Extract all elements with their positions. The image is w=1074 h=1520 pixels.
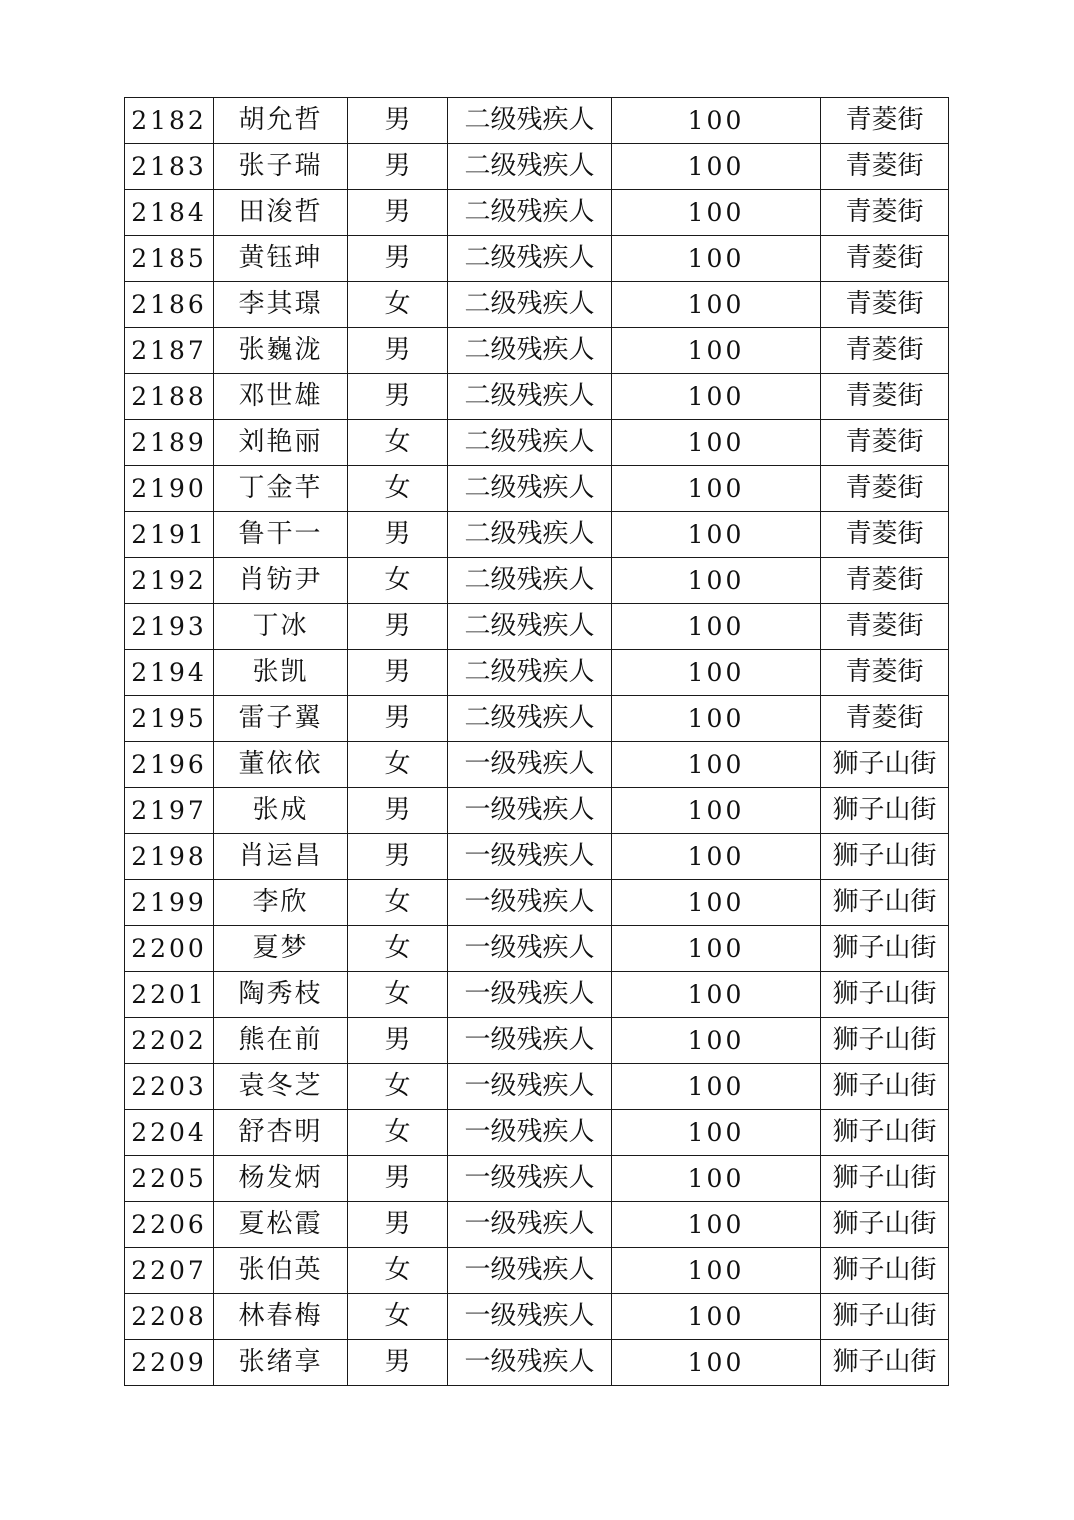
street: 青菱街: [821, 282, 949, 328]
gender: 男: [348, 236, 448, 282]
amount: 100: [612, 1064, 821, 1110]
amount: 100: [612, 558, 821, 604]
amount: 100: [612, 1294, 821, 1340]
amount: 100: [612, 420, 821, 466]
amount: 100: [612, 1018, 821, 1064]
record-id: 2192: [125, 558, 214, 604]
gender: 男: [348, 1018, 448, 1064]
amount: 100: [612, 604, 821, 650]
person-name: 袁冬芝: [214, 1064, 348, 1110]
amount: 100: [612, 880, 821, 926]
table-row: [125, 1340, 949, 1386]
disability-level: 二级残疾人: [448, 696, 612, 742]
record-id: 2200: [125, 926, 214, 972]
record-id: 2201: [125, 972, 214, 1018]
table-row: [125, 466, 949, 512]
person-name: 夏松霞: [214, 1202, 348, 1248]
table-row: [125, 650, 949, 696]
disability-level: 二级残疾人: [448, 420, 612, 466]
amount: 100: [612, 1340, 821, 1386]
record-id: 2203: [125, 1064, 214, 1110]
record-id: 2186: [125, 282, 214, 328]
street: 青菱街: [821, 558, 949, 604]
street: 青菱街: [821, 374, 949, 420]
amount: 100: [612, 190, 821, 236]
disability-level: 一级残疾人: [448, 742, 612, 788]
street: 狮子山街: [821, 1156, 949, 1202]
disability-level: 一级残疾人: [448, 1294, 612, 1340]
table-row: [125, 1202, 949, 1248]
gender: 男: [348, 788, 448, 834]
gender: 女: [348, 420, 448, 466]
record-id: 2205: [125, 1156, 214, 1202]
gender: 女: [348, 972, 448, 1018]
person-name: 肖运昌: [214, 834, 348, 880]
table-row: [125, 1064, 949, 1110]
disability-level: 二级残疾人: [448, 98, 612, 144]
street: 青菱街: [821, 696, 949, 742]
street: 青菱街: [821, 144, 949, 190]
table-row: [125, 834, 949, 880]
person-name: 熊在前: [214, 1018, 348, 1064]
record-id: 2187: [125, 328, 214, 374]
gender: 男: [348, 328, 448, 374]
record-id: 2190: [125, 466, 214, 512]
amount: 100: [612, 328, 821, 374]
person-name: 邓世雄: [214, 374, 348, 420]
person-name: 黄钰珅: [214, 236, 348, 282]
gender: 男: [348, 696, 448, 742]
street: 狮子山街: [821, 742, 949, 788]
amount: 100: [612, 144, 821, 190]
record-id: 2196: [125, 742, 214, 788]
record-id: 2208: [125, 1294, 214, 1340]
gender: 女: [348, 282, 448, 328]
amount: 100: [612, 374, 821, 420]
disability-level: 二级残疾人: [448, 604, 612, 650]
person-name: 田浚哲: [214, 190, 348, 236]
disability-level: 一级残疾人: [448, 1064, 612, 1110]
street: 青菱街: [821, 236, 949, 282]
record-id: 2182: [125, 98, 214, 144]
table-row: [125, 512, 949, 558]
person-name: 胡允哲: [214, 98, 348, 144]
gender: 男: [348, 190, 448, 236]
amount: 100: [612, 236, 821, 282]
amount: 100: [612, 696, 821, 742]
gender: 男: [348, 1156, 448, 1202]
table-row: [125, 236, 949, 282]
gender: 男: [348, 144, 448, 190]
street: 狮子山街: [821, 1340, 949, 1386]
street: 狮子山街: [821, 1248, 949, 1294]
amount: 100: [612, 98, 821, 144]
street: 狮子山街: [821, 788, 949, 834]
record-id: 2193: [125, 604, 214, 650]
person-name: 杨发炳: [214, 1156, 348, 1202]
record-id: 2209: [125, 1340, 214, 1386]
person-name: 张巍泷: [214, 328, 348, 374]
amount: 100: [612, 1156, 821, 1202]
disability-level: 一级残疾人: [448, 1202, 612, 1248]
street: 青菱街: [821, 98, 949, 144]
table-row: [125, 1156, 949, 1202]
record-id: 2191: [125, 512, 214, 558]
person-name: 丁冰: [214, 604, 348, 650]
data-table: [124, 97, 949, 1386]
record-id: 2185: [125, 236, 214, 282]
amount: 100: [612, 1110, 821, 1156]
amount: 100: [612, 742, 821, 788]
record-id: 2197: [125, 788, 214, 834]
person-name: 张凯: [214, 650, 348, 696]
person-name: 丁金芊: [214, 466, 348, 512]
disability-level: 一级残疾人: [448, 880, 612, 926]
amount: 100: [612, 926, 821, 972]
table-row: [125, 144, 949, 190]
table-row: [125, 558, 949, 604]
amount: 100: [612, 466, 821, 512]
amount: 100: [612, 650, 821, 696]
person-name: 陶秀枝: [214, 972, 348, 1018]
gender: 女: [348, 1110, 448, 1156]
gender: 女: [348, 466, 448, 512]
table-row: [125, 98, 949, 144]
person-name: 董依依: [214, 742, 348, 788]
record-id: 2199: [125, 880, 214, 926]
street: 青菱街: [821, 512, 949, 558]
table-row: [125, 788, 949, 834]
record-id: 2194: [125, 650, 214, 696]
table-row: [125, 1294, 949, 1340]
street: 青菱街: [821, 466, 949, 512]
gender: 女: [348, 1248, 448, 1294]
disability-level: 一级残疾人: [448, 926, 612, 972]
person-name: 林春梅: [214, 1294, 348, 1340]
amount: 100: [612, 512, 821, 558]
gender: 女: [348, 926, 448, 972]
gender: 女: [348, 880, 448, 926]
street: 狮子山街: [821, 1018, 949, 1064]
disability-level: 一级残疾人: [448, 788, 612, 834]
person-name: 刘艳丽: [214, 420, 348, 466]
record-id: 2206: [125, 1202, 214, 1248]
person-name: 肖钫尹: [214, 558, 348, 604]
disability-level: 一级残疾人: [448, 1018, 612, 1064]
street: 狮子山街: [821, 834, 949, 880]
record-id: 2202: [125, 1018, 214, 1064]
disability-level: 二级残疾人: [448, 282, 612, 328]
table-row: [125, 282, 949, 328]
record-id: 2189: [125, 420, 214, 466]
record-id: 2184: [125, 190, 214, 236]
record-id: 2183: [125, 144, 214, 190]
gender: 男: [348, 1202, 448, 1248]
person-name: 张成: [214, 788, 348, 834]
person-name: 雷子翼: [214, 696, 348, 742]
gender: 男: [348, 98, 448, 144]
table-row: [125, 880, 949, 926]
disability-level: 二级残疾人: [448, 466, 612, 512]
street: 青菱街: [821, 420, 949, 466]
street: 狮子山街: [821, 880, 949, 926]
record-id: 2198: [125, 834, 214, 880]
disability-level: 一级残疾人: [448, 1110, 612, 1156]
gender: 女: [348, 1064, 448, 1110]
disability-level: 一级残疾人: [448, 972, 612, 1018]
person-name: 李其璟: [214, 282, 348, 328]
gender: 女: [348, 558, 448, 604]
street: 狮子山街: [821, 1110, 949, 1156]
street: 青菱街: [821, 190, 949, 236]
amount: 100: [612, 1248, 821, 1294]
record-id: 2204: [125, 1110, 214, 1156]
person-name: 张伯英: [214, 1248, 348, 1294]
table-row: [125, 1018, 949, 1064]
gender: 男: [348, 1340, 448, 1386]
street: 青菱街: [821, 604, 949, 650]
disability-level: 二级残疾人: [448, 374, 612, 420]
table-row: [125, 374, 949, 420]
disability-level: 二级残疾人: [448, 650, 612, 696]
street: 狮子山街: [821, 1202, 949, 1248]
street: 狮子山街: [821, 972, 949, 1018]
street: 青菱街: [821, 328, 949, 374]
disability-level: 一级残疾人: [448, 834, 612, 880]
disability-level: 一级残疾人: [448, 1156, 612, 1202]
disability-level: 二级残疾人: [448, 558, 612, 604]
gender: 男: [348, 512, 448, 558]
disability-level: 二级残疾人: [448, 144, 612, 190]
person-name: 鲁干一: [214, 512, 348, 558]
table-row: [125, 1110, 949, 1156]
gender: 女: [348, 1294, 448, 1340]
record-id: 2195: [125, 696, 214, 742]
table-row: [125, 926, 949, 972]
disability-level: 一级残疾人: [448, 1248, 612, 1294]
disability-level: 二级残疾人: [448, 328, 612, 374]
person-name: 舒杏明: [214, 1110, 348, 1156]
table-row: [125, 972, 949, 1018]
gender: 男: [348, 374, 448, 420]
street: 狮子山街: [821, 1294, 949, 1340]
table-row: [125, 420, 949, 466]
person-name: 张绪享: [214, 1340, 348, 1386]
street: 狮子山街: [821, 926, 949, 972]
gender: 男: [348, 834, 448, 880]
amount: 100: [612, 788, 821, 834]
street: 青菱街: [821, 650, 949, 696]
table-row: [125, 742, 949, 788]
gender: 男: [348, 604, 448, 650]
person-name: 张子瑞: [214, 144, 348, 190]
person-name: 夏梦: [214, 926, 348, 972]
amount: 100: [612, 834, 821, 880]
amount: 100: [612, 972, 821, 1018]
amount: 100: [612, 1202, 821, 1248]
street: 狮子山街: [821, 1064, 949, 1110]
record-id: 2207: [125, 1248, 214, 1294]
table-row: [125, 190, 949, 236]
table-row: [125, 1248, 949, 1294]
person-name: 李欣: [214, 880, 348, 926]
amount: 100: [612, 282, 821, 328]
gender: 男: [348, 650, 448, 696]
table-row: [125, 696, 949, 742]
disability-level: 二级残疾人: [448, 512, 612, 558]
record-id: 2188: [125, 374, 214, 420]
table-row: [125, 604, 949, 650]
disability-level: 二级残疾人: [448, 190, 612, 236]
table-row: [125, 328, 949, 374]
disability-level: 一级残疾人: [448, 1340, 612, 1386]
gender: 女: [348, 742, 448, 788]
disability-level: 二级残疾人: [448, 236, 612, 282]
table-body: [125, 98, 949, 1386]
